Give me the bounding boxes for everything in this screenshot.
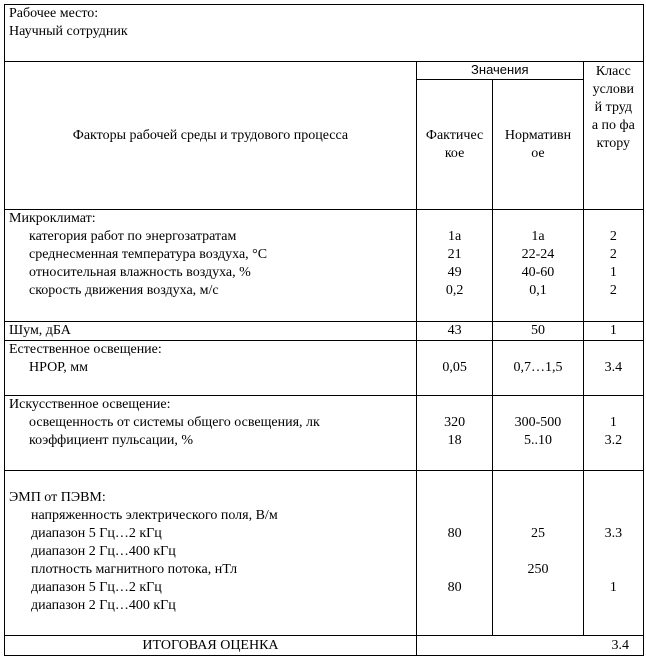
- microclimate-normative-1: 22-24: [521, 247, 555, 262]
- artificial-light-actual-0: 320: [444, 415, 466, 430]
- microclimate-actual: [416, 210, 492, 322]
- artificial-light-actual-1: 18: [447, 433, 462, 448]
- microclimate-name-3: скорость движения воздуха, м/с: [29, 283, 219, 298]
- microclimate-name-1: среднесменная температура воздуха, °С: [29, 247, 268, 262]
- emp-normative: [493, 471, 583, 636]
- normative-header: [493, 80, 583, 210]
- workplace-label: Рабочее место:: [9, 6, 99, 21]
- emp-class: [583, 471, 643, 636]
- natural-light-normative: 0,7…1,5: [513, 360, 563, 375]
- microclimate-name-0: категория работ по энергозатратам: [29, 229, 237, 244]
- total-value: 3.4: [416, 636, 643, 656]
- emp-b-field: плотность магнитного потока, нТл: [31, 562, 238, 577]
- natural-light-class: 3.4: [604, 360, 623, 375]
- emp-e-range1: диапазон 5 Гц…2 кГц: [31, 526, 162, 541]
- emp-b-normative: 250: [527, 562, 549, 577]
- noise-class: 1: [583, 322, 643, 341]
- normative-header-text: Нормативное: [504, 127, 572, 161]
- artificial-light-name-0: освещенность от системы общего освещения, лк: [29, 415, 320, 430]
- noise-normative: 50: [493, 322, 583, 341]
- emp-e-field: напряженность электрического поля, В/м: [31, 508, 278, 523]
- workplace-value: Научный сотрудник: [9, 24, 128, 39]
- microclimate-normative-2: 40-60: [521, 265, 555, 280]
- natural-light-class-cell: [583, 341, 643, 396]
- artificial-light-names: [5, 396, 417, 471]
- microclimate-class: [583, 210, 643, 322]
- emp-e-normative: 25: [530, 526, 545, 541]
- emp-b-range2: диапазон 2 Гц…400 кГц: [31, 598, 176, 613]
- artificial-light-normative-0: 300-500: [514, 415, 562, 430]
- noise-actual: 43: [416, 322, 492, 341]
- class-header-text: Класс условий труда по фактору: [591, 64, 635, 151]
- artificial-light-class-1: 3.2: [604, 433, 623, 448]
- class-header: [583, 62, 643, 210]
- microclimate-actual-2: 49: [447, 265, 462, 280]
- actual-header-text: Фактическое: [425, 127, 484, 161]
- microclimate-normative-0: 1а: [531, 229, 545, 244]
- workplace-cell: [5, 5, 644, 62]
- emp-e-class: 3.3: [604, 526, 623, 541]
- emp-e-range2: диапазон 2 Гц…400 кГц: [31, 544, 176, 559]
- artificial-light-name-1: коэффициент пульсации, %: [29, 433, 194, 448]
- artificial-light-normative-1: 5..10: [523, 433, 552, 448]
- emp-b-range1: диапазон 5 Гц…2 кГц: [31, 580, 162, 595]
- artificial-light-title: Искусственное освещение:: [9, 397, 171, 412]
- natural-light-actual: 0,05: [442, 360, 467, 375]
- natural-light-title: Естественное освещение:: [9, 342, 162, 357]
- natural-light-actual-cell: [416, 341, 492, 396]
- natural-light-name: НРОР, мм: [29, 360, 88, 375]
- factors-header: [5, 62, 417, 210]
- working-conditions-table: [4, 4, 644, 656]
- values-header: Значения: [416, 62, 583, 80]
- microclimate-normative-3: 0,1: [529, 283, 547, 298]
- microclimate-class-0: 2: [609, 229, 617, 244]
- microclimate-normative: [493, 210, 583, 322]
- factors-header-text: Факторы рабочей среды и трудового процесса: [72, 127, 349, 143]
- microclimate-actual-0: 1а: [447, 229, 462, 244]
- microclimate-class-1: 2: [609, 247, 617, 262]
- emp-b-class: 1: [609, 580, 617, 595]
- microclimate-name-2: относительная влажность воздуха, %: [29, 265, 251, 280]
- natural-light-normative-cell: [493, 341, 583, 396]
- artificial-light-normative: [493, 396, 583, 471]
- microclimate-class-3: 2: [609, 283, 617, 298]
- microclimate-actual-3: 0,2: [445, 283, 464, 298]
- artificial-light-actual: [416, 396, 492, 471]
- artificial-light-class: [583, 396, 643, 471]
- emp-b-actual: 80: [447, 580, 462, 595]
- emp-title: ЭМП от ПЭВМ:: [9, 490, 106, 505]
- microclimate-title: Микроклимат:: [9, 211, 96, 226]
- microclimate-actual-1: 21: [447, 247, 462, 262]
- emp-names: [5, 471, 417, 636]
- emp-actual: [416, 471, 492, 636]
- noise-name: Шум, дБА: [5, 322, 417, 341]
- total-label: ИТОГОВАЯ ОЦЕНКА: [5, 636, 417, 656]
- natural-light-names: [5, 341, 417, 396]
- emp-e-actual: 80: [447, 526, 462, 541]
- artificial-light-class-0: 1: [609, 415, 617, 430]
- microclimate-names: [5, 210, 417, 322]
- microclimate-class-2: 1: [609, 265, 617, 280]
- actual-header: [416, 80, 492, 210]
